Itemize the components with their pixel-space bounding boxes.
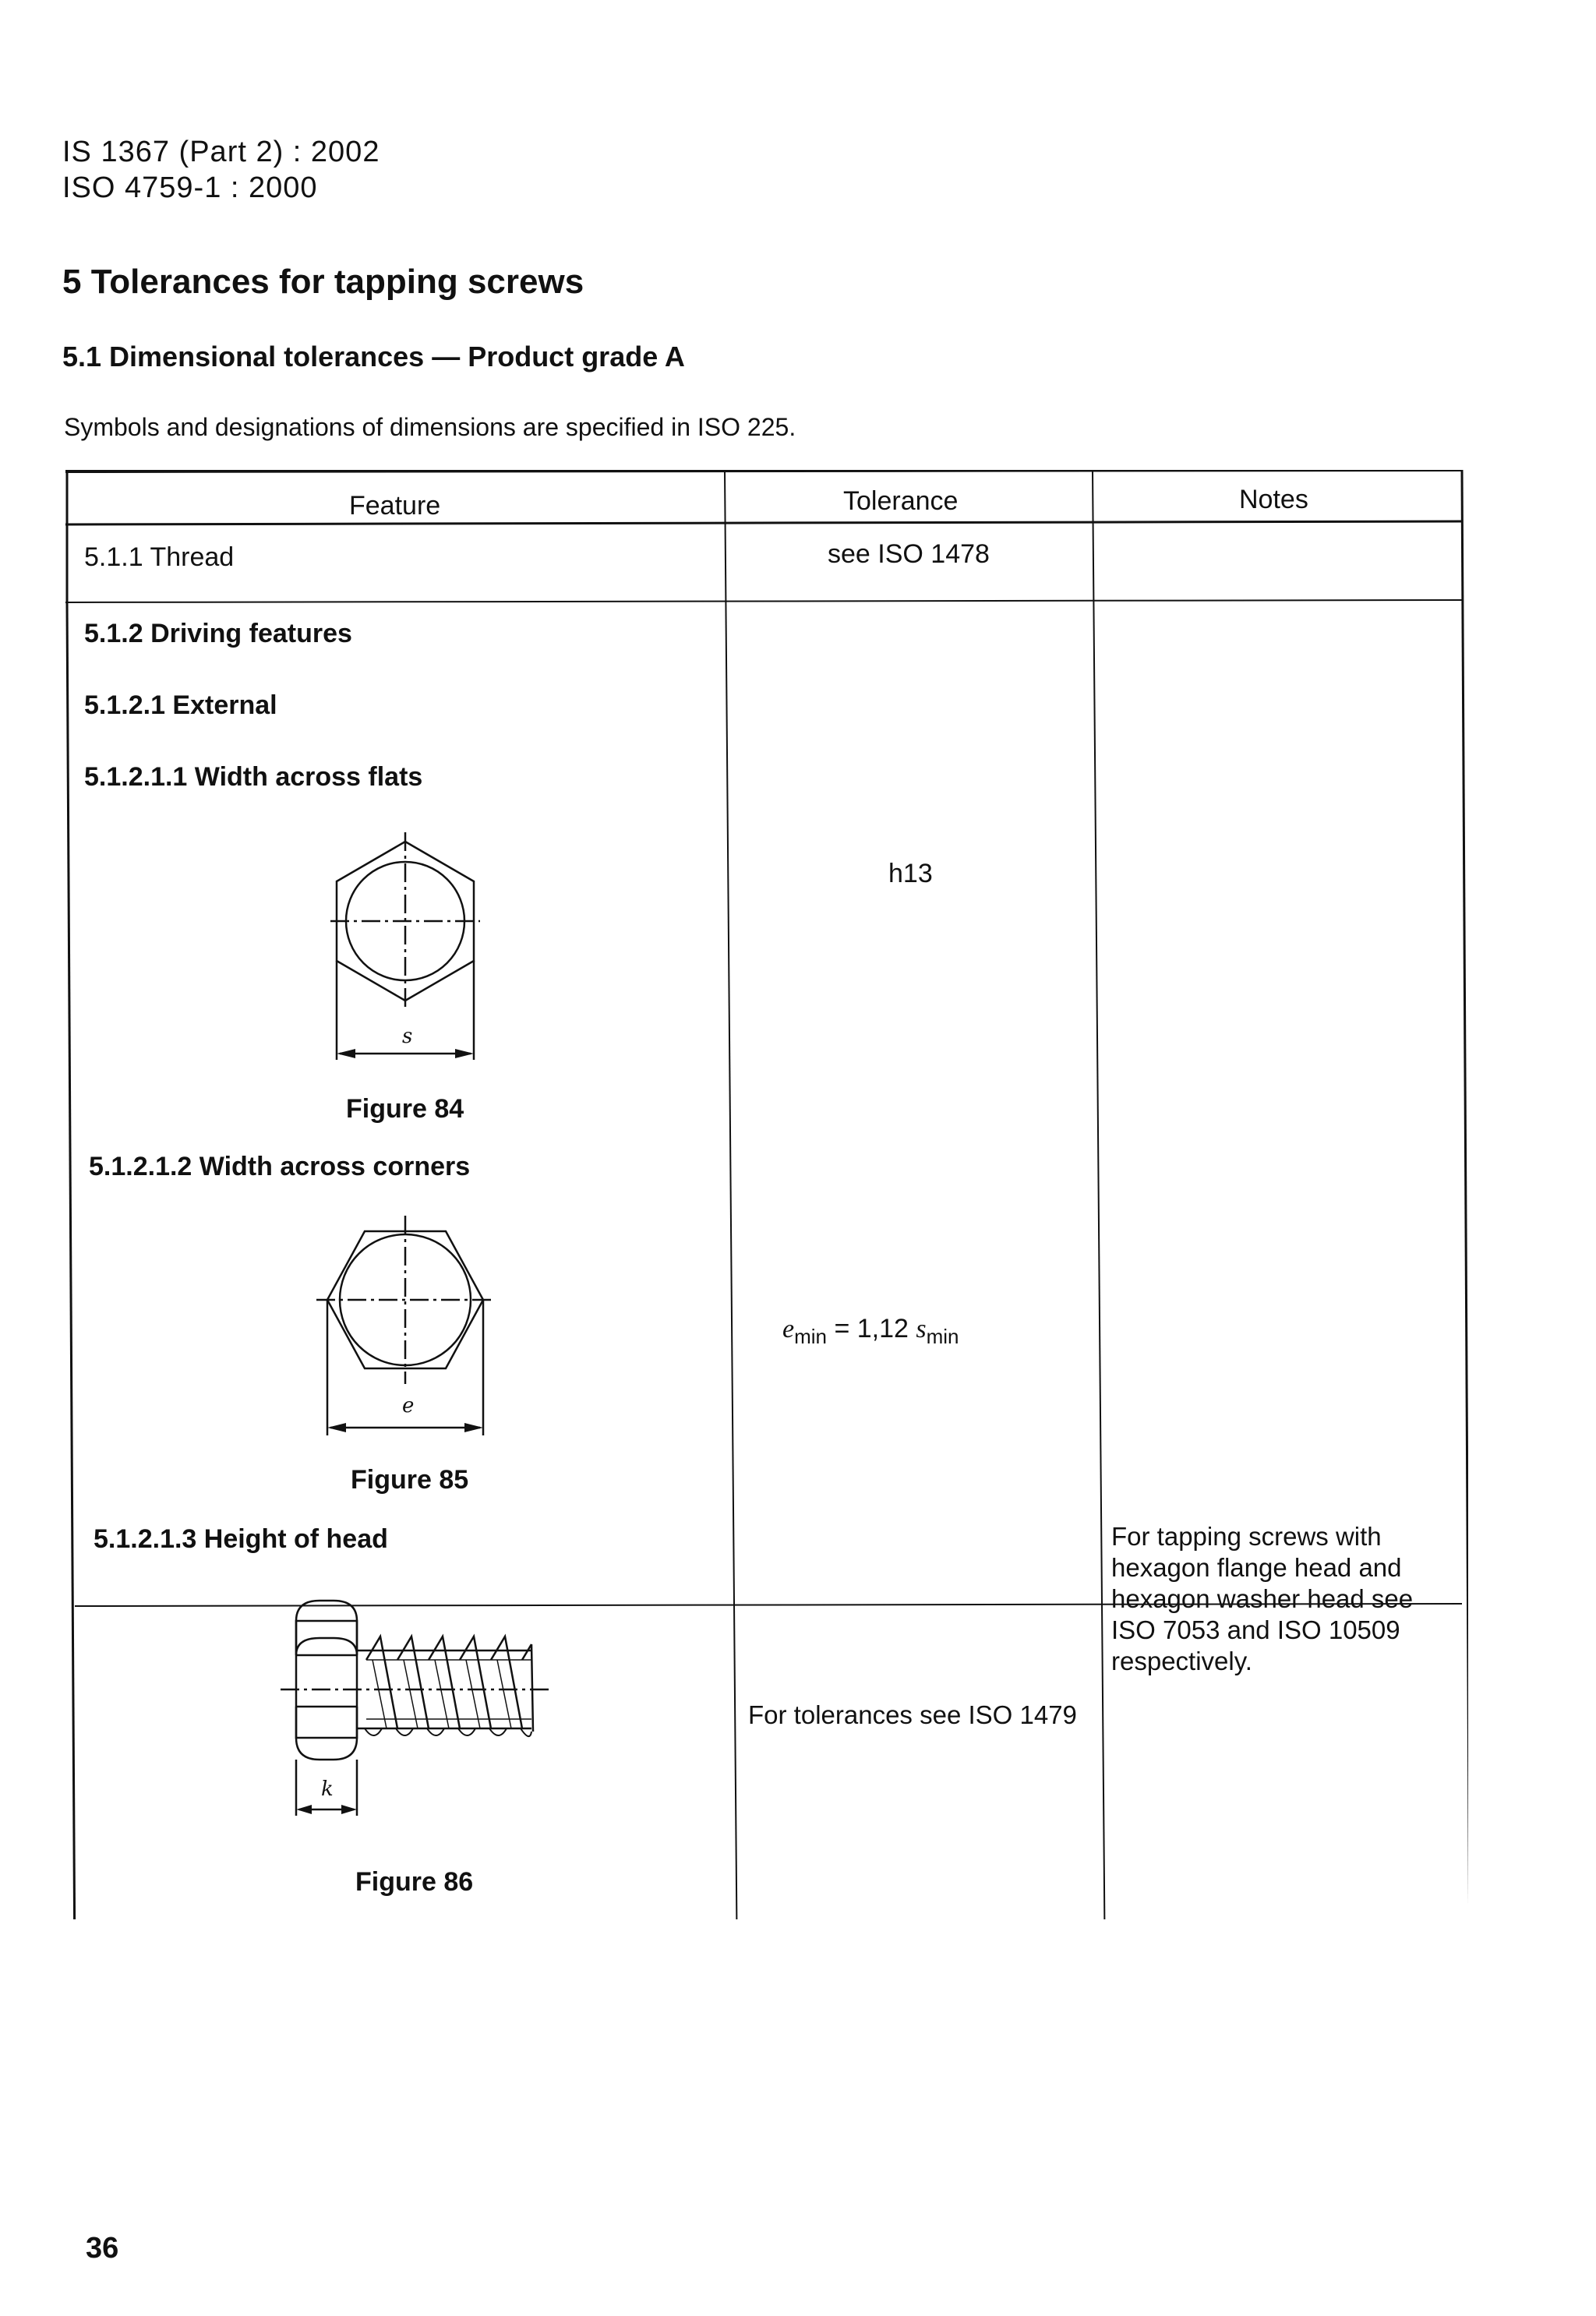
tapping-screw-head-figure bbox=[281, 1590, 561, 1823]
section-title: 5 Tolerances for tapping screws bbox=[62, 263, 584, 301]
height-head-label: 5.1.2.1.3 Height of head bbox=[94, 1524, 388, 1554]
tol-mid: = 1,12 bbox=[827, 1314, 916, 1343]
thread-tolerance: see ISO 1478 bbox=[828, 539, 990, 569]
page-number: 36 bbox=[86, 2232, 119, 2265]
width-corners-tolerance bbox=[782, 1315, 959, 1347]
height-head-notes: For tapping screws with hexagon flange head and hexagon washer head see ISO 7053 and ISO 10509 respectively. bbox=[1111, 1522, 1414, 1675]
tol-s-symbol: s bbox=[916, 1315, 927, 1343]
hexagon-across-flats-figure bbox=[312, 826, 499, 1075]
dim-letter-s: s bbox=[402, 1025, 413, 1048]
figure-85-caption: Figure 85 bbox=[351, 1465, 469, 1495]
thread-label: 5.1.1 Thread bbox=[84, 542, 235, 572]
header-notes: Notes bbox=[1239, 485, 1308, 514]
figure-84-caption: Figure 84 bbox=[346, 1094, 464, 1124]
width-corners-label: 5.1.2.1.2 Width across corners bbox=[89, 1152, 471, 1181]
tol-e-symbol: e bbox=[782, 1315, 795, 1343]
hexagon-across-corners-figure bbox=[312, 1216, 514, 1449]
height-head-tolerance: For tolerances see ISO 1479 bbox=[748, 1700, 1077, 1729]
tol-e-sub: min bbox=[794, 1324, 827, 1348]
external-label: 5.1.2.1 External bbox=[84, 690, 277, 720]
header-feature: Feature bbox=[349, 491, 441, 521]
subsection-title: 5.1 Dimensional tolerances — Product grade A bbox=[62, 341, 685, 372]
dim-letter-k: k bbox=[321, 1778, 334, 1801]
intro-paragraph: Symbols and designations of dimensions are specified in ISO 225. bbox=[64, 413, 796, 441]
tol-s-sub: min bbox=[926, 1324, 959, 1348]
dim-letter-e: e bbox=[402, 1394, 415, 1417]
header-tolerance: Tolerance bbox=[843, 486, 959, 516]
width-flats-label: 5.1.2.1.1 Width across flats bbox=[84, 762, 423, 792]
standard-number-is: IS 1367 (Part 2) : 2002 bbox=[62, 136, 380, 168]
driving-features-label: 5.1.2 Driving features bbox=[84, 619, 352, 648]
standard-number-iso: ISO 4759-1 : 2000 bbox=[62, 171, 318, 204]
figure-86-caption: Figure 86 bbox=[355, 1867, 474, 1897]
width-flats-tolerance: h13 bbox=[888, 859, 933, 888]
